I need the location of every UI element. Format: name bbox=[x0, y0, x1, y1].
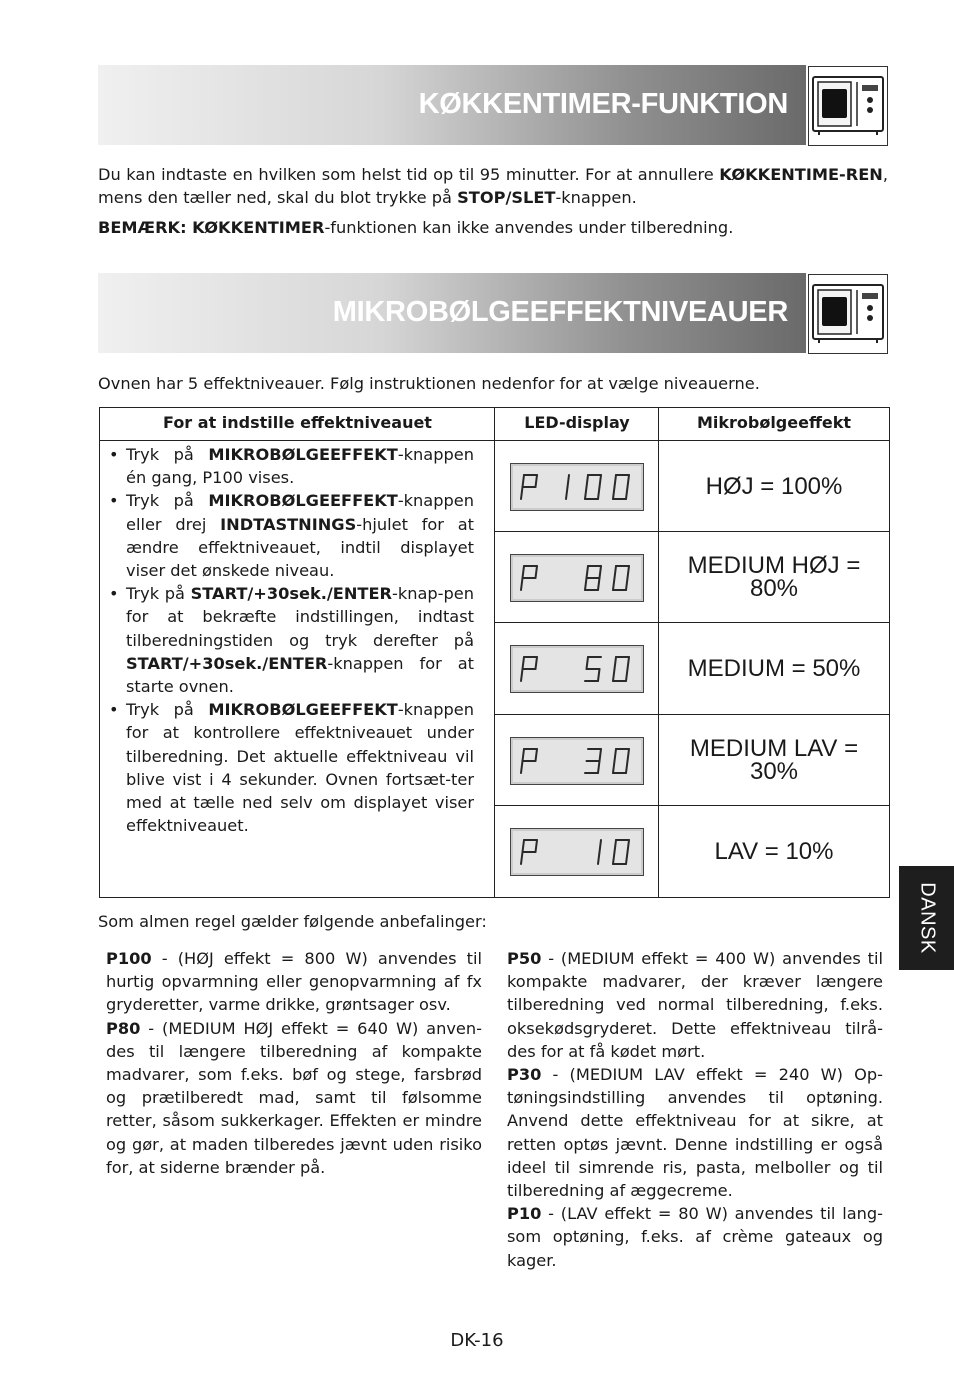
lcd-segment-f bbox=[587, 657, 589, 669]
lcd-segment-b bbox=[628, 657, 630, 669]
list-item: • Tryk på MIKROBØLGEEFFEKT-knappen for at kontrollere effektniveauet under tilberedning. Det aktuelle effektniveau vil blive vist i 4 sekunder. Ovnen fortsæt-ter med at tælle ned selv om displayet viser effektniveauet. bbox=[106, 698, 474, 837]
power-levels-intro: Ovnen har 5 effektniveauer. Følg instruktionen nedenfor for at vælge niveauerne. bbox=[98, 374, 760, 393]
led-display-p80 bbox=[510, 554, 644, 602]
lcd-segment-f bbox=[587, 566, 589, 578]
lcd-segment-c bbox=[598, 487, 600, 499]
recommendation-p100: P100 - (HØJ effekt = 800 W) anvendes til hurtig opvarmning eller genopvarmning af fx gryderetter, varme drikke, grøntsager osv. bbox=[106, 949, 482, 1015]
recommendations-right-column bbox=[507, 947, 883, 1272]
power-level-low: LAV = 10% bbox=[714, 837, 834, 865]
recommendations-intro: Som almen regel gælder følgende anbefalinger: bbox=[98, 912, 487, 931]
power-level-medium: MEDIUM = 50% bbox=[687, 655, 861, 682]
recommendation-p80: P80 - (MEDIUM HØJ effekt = 640 W) anven-des til længere tilberedning af kompakte madvarer, som f.eks. bøf og stege, farsbrød og prætilberedt mad, samt til følsomme retter, såsom sukkerkager. Effekten er mindre og gør, at maden tilberedes jævnt uden risiko for, at siderne brænder på. bbox=[106, 1018, 482, 1177]
lcd-segment-f bbox=[615, 566, 617, 578]
led-display-p10 bbox=[510, 828, 644, 876]
lcd-segment-c bbox=[626, 761, 628, 773]
timer-description: Du kan indtaste en hvilken som helst tid op til 95 minutter. For at annullere KØKKENTIME-REN, mens den tæller ned, skal du blot trykke på STOP/SLET-knappen. bbox=[98, 165, 888, 207]
microwave-icon bbox=[808, 66, 888, 146]
lcd-segment-e bbox=[613, 578, 615, 590]
recommendation-p50: P50 - (MEDIUM effekt = 400 W) anvendes til kompakte madvarer, der kræver længere tilberedning ved normal tilberedning, f.eks. oksekødsgryderet. Dette effektniveau tilrå-des for at få kødet mørt. bbox=[507, 949, 883, 1061]
lcd-segment-b bbox=[600, 749, 602, 761]
led-display-p30 bbox=[510, 737, 644, 785]
lcd-segment-b bbox=[628, 749, 630, 761]
lcd-segment-b bbox=[536, 840, 538, 852]
lcd-segment-f bbox=[615, 475, 617, 487]
lcd-segment-b bbox=[600, 840, 602, 852]
lcd-segment-f bbox=[523, 566, 525, 578]
lcd-segment-b bbox=[536, 475, 538, 487]
section-title-kitchen-timer: KØKKENTIMER-FUNKTION bbox=[418, 88, 788, 120]
lcd-segment-b bbox=[628, 840, 630, 852]
lcd-segment-f bbox=[523, 840, 525, 852]
table-header-power: Mikrobølgeeffekt bbox=[659, 408, 889, 441]
recommendation-p30: P30 - (MEDIUM LAV effekt = 240 W) Op-tøningsindstilling anvendes til optøning. Anvend dette effektniveau for at sikre, at retten optøs jævnt. Denne indstilling er også ideel til simrende ris, pasta, melboller og til tilberedning af æggecreme. bbox=[507, 1065, 883, 1201]
lcd-segment-c bbox=[626, 578, 628, 590]
lcd-segment-e bbox=[521, 761, 523, 773]
power-level-high: HØJ = 100% bbox=[705, 472, 843, 500]
lcd-segment-e bbox=[613, 761, 615, 773]
lcd-segment-c bbox=[598, 578, 600, 590]
recommendations-left-column bbox=[106, 947, 482, 1179]
lcd-segment-c bbox=[598, 852, 600, 864]
list-item: • Tryk på START/+30sek./ENTER-knap-pen for at bekræfte indstillingen, indtast tilberedningstiden og tryk derefter på START/+30sek./ENTER-knappen for at starte ovnen. bbox=[106, 582, 474, 698]
lcd-segment-f bbox=[523, 749, 525, 761]
lcd-segment-e bbox=[521, 669, 523, 681]
table-header-led: LED-display bbox=[495, 408, 659, 441]
lcd-segment-f bbox=[615, 749, 617, 761]
lcd-segment-f bbox=[587, 475, 589, 487]
lcd-segment-f bbox=[523, 657, 525, 669]
lcd-segment-e bbox=[585, 578, 587, 590]
section-title-power-levels: MIKROBØLGEEFFEKTNIVEAUER bbox=[332, 296, 788, 328]
lcd-segment-b bbox=[536, 566, 538, 578]
lcd-segment-e bbox=[521, 852, 523, 864]
lcd-segment-e bbox=[521, 578, 523, 590]
led-display-p100 bbox=[510, 463, 644, 511]
lcd-segment-f bbox=[615, 840, 617, 852]
list-item: • Tryk på MIKROBØLGEEFFEKT-knappen én gang, P100 vises. bbox=[106, 443, 474, 489]
lcd-segment-f bbox=[615, 657, 617, 669]
lcd-segment-e bbox=[521, 487, 523, 499]
lcd-segment-b bbox=[628, 475, 630, 487]
lcd-segment-f bbox=[523, 475, 525, 487]
lcd-segment-c bbox=[566, 487, 568, 499]
led-display-p50 bbox=[510, 645, 644, 693]
page-number: DK-16 bbox=[450, 1330, 504, 1351]
power-level-medium-low: MEDIUM LAV = 30% bbox=[689, 735, 859, 785]
lcd-segment-e bbox=[613, 852, 615, 864]
lcd-segment-e bbox=[585, 487, 587, 499]
lcd-segment-b bbox=[536, 749, 538, 761]
lcd-segment-c bbox=[626, 852, 628, 864]
lcd-segment-c bbox=[598, 761, 600, 773]
power-level-medium-high: MEDIUM HØJ = 80% bbox=[687, 552, 861, 602]
lcd-segment-c bbox=[626, 487, 628, 499]
lcd-segment-b bbox=[628, 566, 630, 578]
lcd-segment-c bbox=[598, 669, 600, 681]
lcd-segment-b bbox=[600, 475, 602, 487]
power-level-table bbox=[99, 407, 890, 898]
microwave-icon bbox=[808, 274, 888, 354]
section-banner-power-levels bbox=[98, 273, 806, 353]
section-banner-kitchen-timer bbox=[98, 65, 806, 145]
language-tab: DANSK bbox=[899, 866, 954, 970]
lcd-segment-e bbox=[613, 669, 615, 681]
lcd-segment-b bbox=[600, 566, 602, 578]
timer-note: BEMÆRK: KØKKENTIMER-funktionen kan ikke anvendes under tilberedning. bbox=[98, 218, 734, 237]
list-item: • Tryk på MIKROBØLGEEFFEKT-knappen eller drej INDTASTNINGS-hjulet for at ændre effektniveauet, indtil displayet viser det ønskede niveau. bbox=[106, 489, 474, 582]
lcd-segment-e bbox=[613, 487, 615, 499]
table-header-instructions: For at indstille effektniveauet bbox=[100, 408, 495, 441]
instruction-list bbox=[106, 443, 474, 837]
lcd-segment-b bbox=[568, 475, 570, 487]
lcd-segment-b bbox=[536, 657, 538, 669]
lcd-segment-c bbox=[626, 669, 628, 681]
recommendation-p10: P10 - (LAV effekt = 80 W) anvendes til lang-som optøning, f.eks. af crème gateaux og kager. bbox=[507, 1204, 883, 1270]
